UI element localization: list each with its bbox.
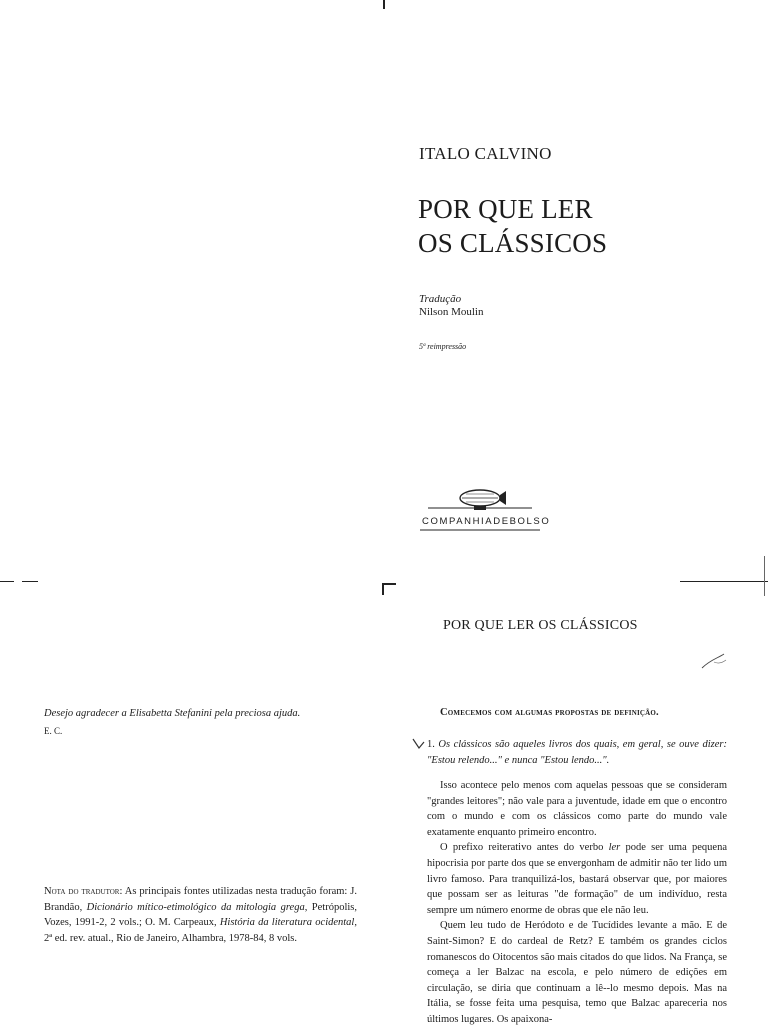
left-page-divider-dashed <box>0 581 14 582</box>
right-page-divider <box>680 581 768 582</box>
translator-note-book-2: História da literatura ocidental <box>219 917 355 928</box>
reprint-note: 5ª reimpressão <box>419 342 467 351</box>
publisher-logo-text: COMPANHIADEBOLSO <box>422 516 551 527</box>
top-scan-mark <box>383 0 385 9</box>
paragraph-2-verb: ler <box>608 842 621 854</box>
author-name: ITALO CALVINO <box>419 144 552 163</box>
paragraph-2-before: O prefixo reiterativo antes do verbo <box>440 842 609 854</box>
pencil-mark <box>700 652 730 682</box>
center-corner-mark-h <box>382 583 396 585</box>
running-head: POR QUE LER OS CLÁSSICOS <box>443 618 638 633</box>
acknowledgment: Desejo agradecer a Elisabetta Stefanini pela preciosa ajuda. <box>44 708 301 719</box>
definition-text: Os clássicos são aqueles livros dos quais, em geral, se ouve dizer: "Estou relendo..." e nunca "Estou lendo...". <box>427 739 727 766</box>
center-corner-mark-v <box>382 583 384 595</box>
translator-name: Nilson Moulin <box>419 306 484 318</box>
section-heading: Comecemos com algumas propostas de definição. <box>440 707 659 718</box>
translator-note-text-3: , 2ª ed. rev. atual., Rio de Janeiro, Alhambra, 1978-84, 8 vols. <box>44 917 357 944</box>
publisher-logo <box>418 486 551 538</box>
book-title <box>418 192 607 260</box>
acknowledgment-initials: E. C. <box>44 726 63 736</box>
translator-note-text-2: , Petrópolis, Vozes, 1991-2, 2 vols.; O. M. Carpeaux, <box>44 901 357 928</box>
paragraph-2-after: pode ser uma pequena hipocrisia por parte dos que se envergonham de admitir não ter lido um livro famoso. Para tranquilizá-los, bastará observar que, por maiores que possam ser as leituras "de formação" de um indivíduo, resta sempre um número enorme de obras que ele não leu. <box>427 842 727 916</box>
left-page-divider-dashed-2 <box>22 581 38 582</box>
zeppelin-icon <box>418 486 542 538</box>
translator-note-book-1: Dicionário mítico-etimológico da mitologia grega <box>86 901 305 913</box>
translation-label: Tradução <box>419 293 462 305</box>
right-edge-mark <box>764 556 765 596</box>
translator-note-text-1: As principais fontes utilizadas nesta tradução foram: J. Brandão, <box>44 886 357 913</box>
definition-number: 1. <box>427 739 435 750</box>
definition-1 <box>427 737 727 768</box>
paragraph-1: Isso acontece pelo menos com aquelas pessoas que se consideram "grandes leitores"; não vale para a juventude, idade em que o encontro com o mundo e com os clássicos como parte do mundo vale exatamente enquanto primeiro encontro. <box>427 780 727 838</box>
book-title-line-2: OS CLÁSSICOS <box>418 228 608 258</box>
paragraph-3: Quem leu tudo de Heródoto e de Tucídides levante a mão. E de Saint-Simon? E do cardeal de Retz? E também os grandes ciclos romanescos do Oitocentos são mais citados do que lidos. Na França, se começa a ler Balzac na escola, e pelo número de edições em circulação, se diria que continuam a lê--lo mesmo depois. Mas na Itália, se fosse feita uma pesquisa, temo que Balzac apareceria nos últimos lugares. Os apaixona- <box>427 920 727 1025</box>
translator-note <box>44 884 357 946</box>
translator-note-label: Nota do tradutor: <box>44 886 123 897</box>
margin-check-mark <box>412 737 426 751</box>
body-text <box>427 778 727 1028</box>
book-title-line-1: POR QUE LER <box>418 194 593 224</box>
paragraph-2 <box>427 840 727 918</box>
